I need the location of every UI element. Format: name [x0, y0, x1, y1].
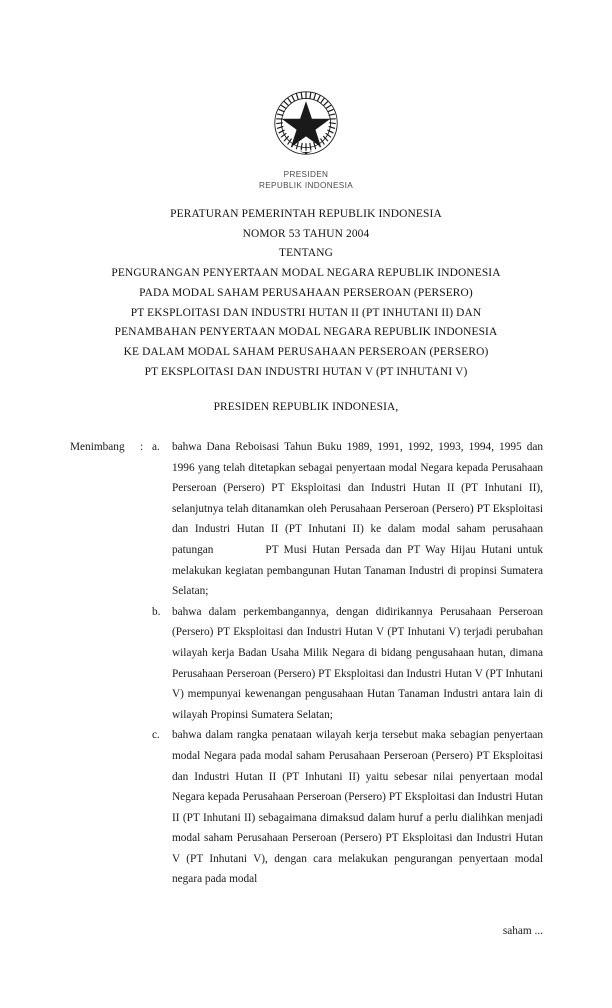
considerans-body-b [172, 602, 543, 726]
title-line-number: NOMOR 53 TAHUN 2004 [242, 227, 370, 240]
title-line-9: PT EKSPLOITASI DAN INDUSTRI HUTAN V (PT INHUTANI V) [144, 365, 468, 378]
considerans-item-a [70, 437, 543, 602]
salutation-line: PRESIDEN REPUBLIK INDONESIA, [213, 401, 399, 413]
considerans-body-a [172, 437, 543, 602]
title-line-tentang: TENTANG [279, 247, 333, 260]
emblem-caption [0, 169, 612, 191]
considerans-marker-b: b. [152, 605, 161, 618]
considerans-body-b-text: bahwa dalam perkembangannya, dengan didirikannya Perusahaan Perseroan (Persero) PT Eksploitasi dan Industri Hutan V (PT Inhutani V) terjadi perubahan wilayah kerja Badan Usaha Milik Negara di bidang pengusahaan hutan, dimana Perusahaan Perseroan (Persero) PT Eksploitasi dan Industri Hutan V (PT Inhutani V) mempunyai kewenangan pengusahaan Hutan Tanaman Industri antara lain di wilayah Propinsi Sumatera Selatan; [172, 605, 543, 721]
title-line-6: PT EKSPLOITASI DAN INDUSTRI HUTAN II (PT INHUTANI II) DAN [130, 306, 482, 319]
considerans-label: Menimbang [70, 441, 125, 453]
emblem-caption-line-2: REPUBLIK INDONESIA [258, 181, 354, 190]
title-line-7: PENAMBAHAN PENYERTAAN MODAL NEGARA REPUBLIK INDONESIA [114, 326, 498, 339]
page-continuation-marker: saham ... [502, 925, 543, 937]
considerans-body-a-part2: PT Musi Hutan Persada dan PT Way Hijau Hutani untuk melakukan kegiatan pembangunan Hutan Tanaman Industri di propinsi Sumatera Selatan; [172, 543, 543, 598]
title-line-5: PADA MODAL SAHAM PERUSAHAAN PERSEROAN (PERSERO) [139, 286, 473, 299]
considerans-marker-a: a. [152, 441, 160, 453]
considerans-colon: : [140, 441, 144, 453]
title-line-1: PERATURAN PEMERINTAH REPUBLIK INDONESIA [170, 208, 442, 220]
considerans-body-c-text: bahwa dalam rangka penataan wilayah kerja tersebut maka sebagian penyertaan modal Negara pada modal saham Perusahaan Perseroan (Persero) PT Eksploitasi dan Industri Hutan II (PT Inhutani II) yaitu sebesar nilai penyertaan modal Negara kepada Perusahaan Perseroan (Persero) PT Eksploitasi dan Industri Hutan II (PT Inhutani II) sebagaimana dimaksud dalam huruf a perlu dialihkan menjadi modal saham Perusahaan Perseroan (Persero) PT Eksploitasi dan Industri Hutan V (PT Inhutani V), dengan cara melakukan pengurangan penyertaan modal negara pada modal [172, 729, 543, 886]
considerans-body-a-part1: bahwa Dana Reboisasi Tahun Buku 1989, 1991, 1992, 1993, 1994, 1995 dan 1996 yang telah ditetapkan sebagai penyertaan modal Negara kepada Perusahaan Perseroan (Persero) PT Eksploitasi dan Industri Hutan II (PT Inhutani II), selanjutnya telah ditanamkan oleh Perusahaan Perseroan (Persero) PT Eksploitasi dan Industri Hutan II (PT Inhutani II) ke dalam modal saham perusahaan patungan [172, 441, 543, 556]
title-line-4: PENGURANGAN PENYERTAAN MODAL NEGARA REPUBLIK INDONESIA [111, 267, 501, 280]
garuda-star-wreath-emblem [267, 84, 345, 162]
regulation-title-block [0, 205, 612, 382]
considerans-body-c [172, 725, 543, 890]
considerans-item-b [70, 602, 543, 726]
considerans-marker-c: c. [152, 729, 160, 742]
title-line-8: KE DALAM MODAL SAHAM PERUSAHAAN PERSEROAN (PERSERO) [123, 345, 489, 358]
considerans-section [70, 437, 543, 890]
national-emblem-block [0, 84, 612, 191]
considerans-item-c [70, 725, 543, 890]
emblem-caption-line-1: PRESIDEN [283, 170, 329, 179]
